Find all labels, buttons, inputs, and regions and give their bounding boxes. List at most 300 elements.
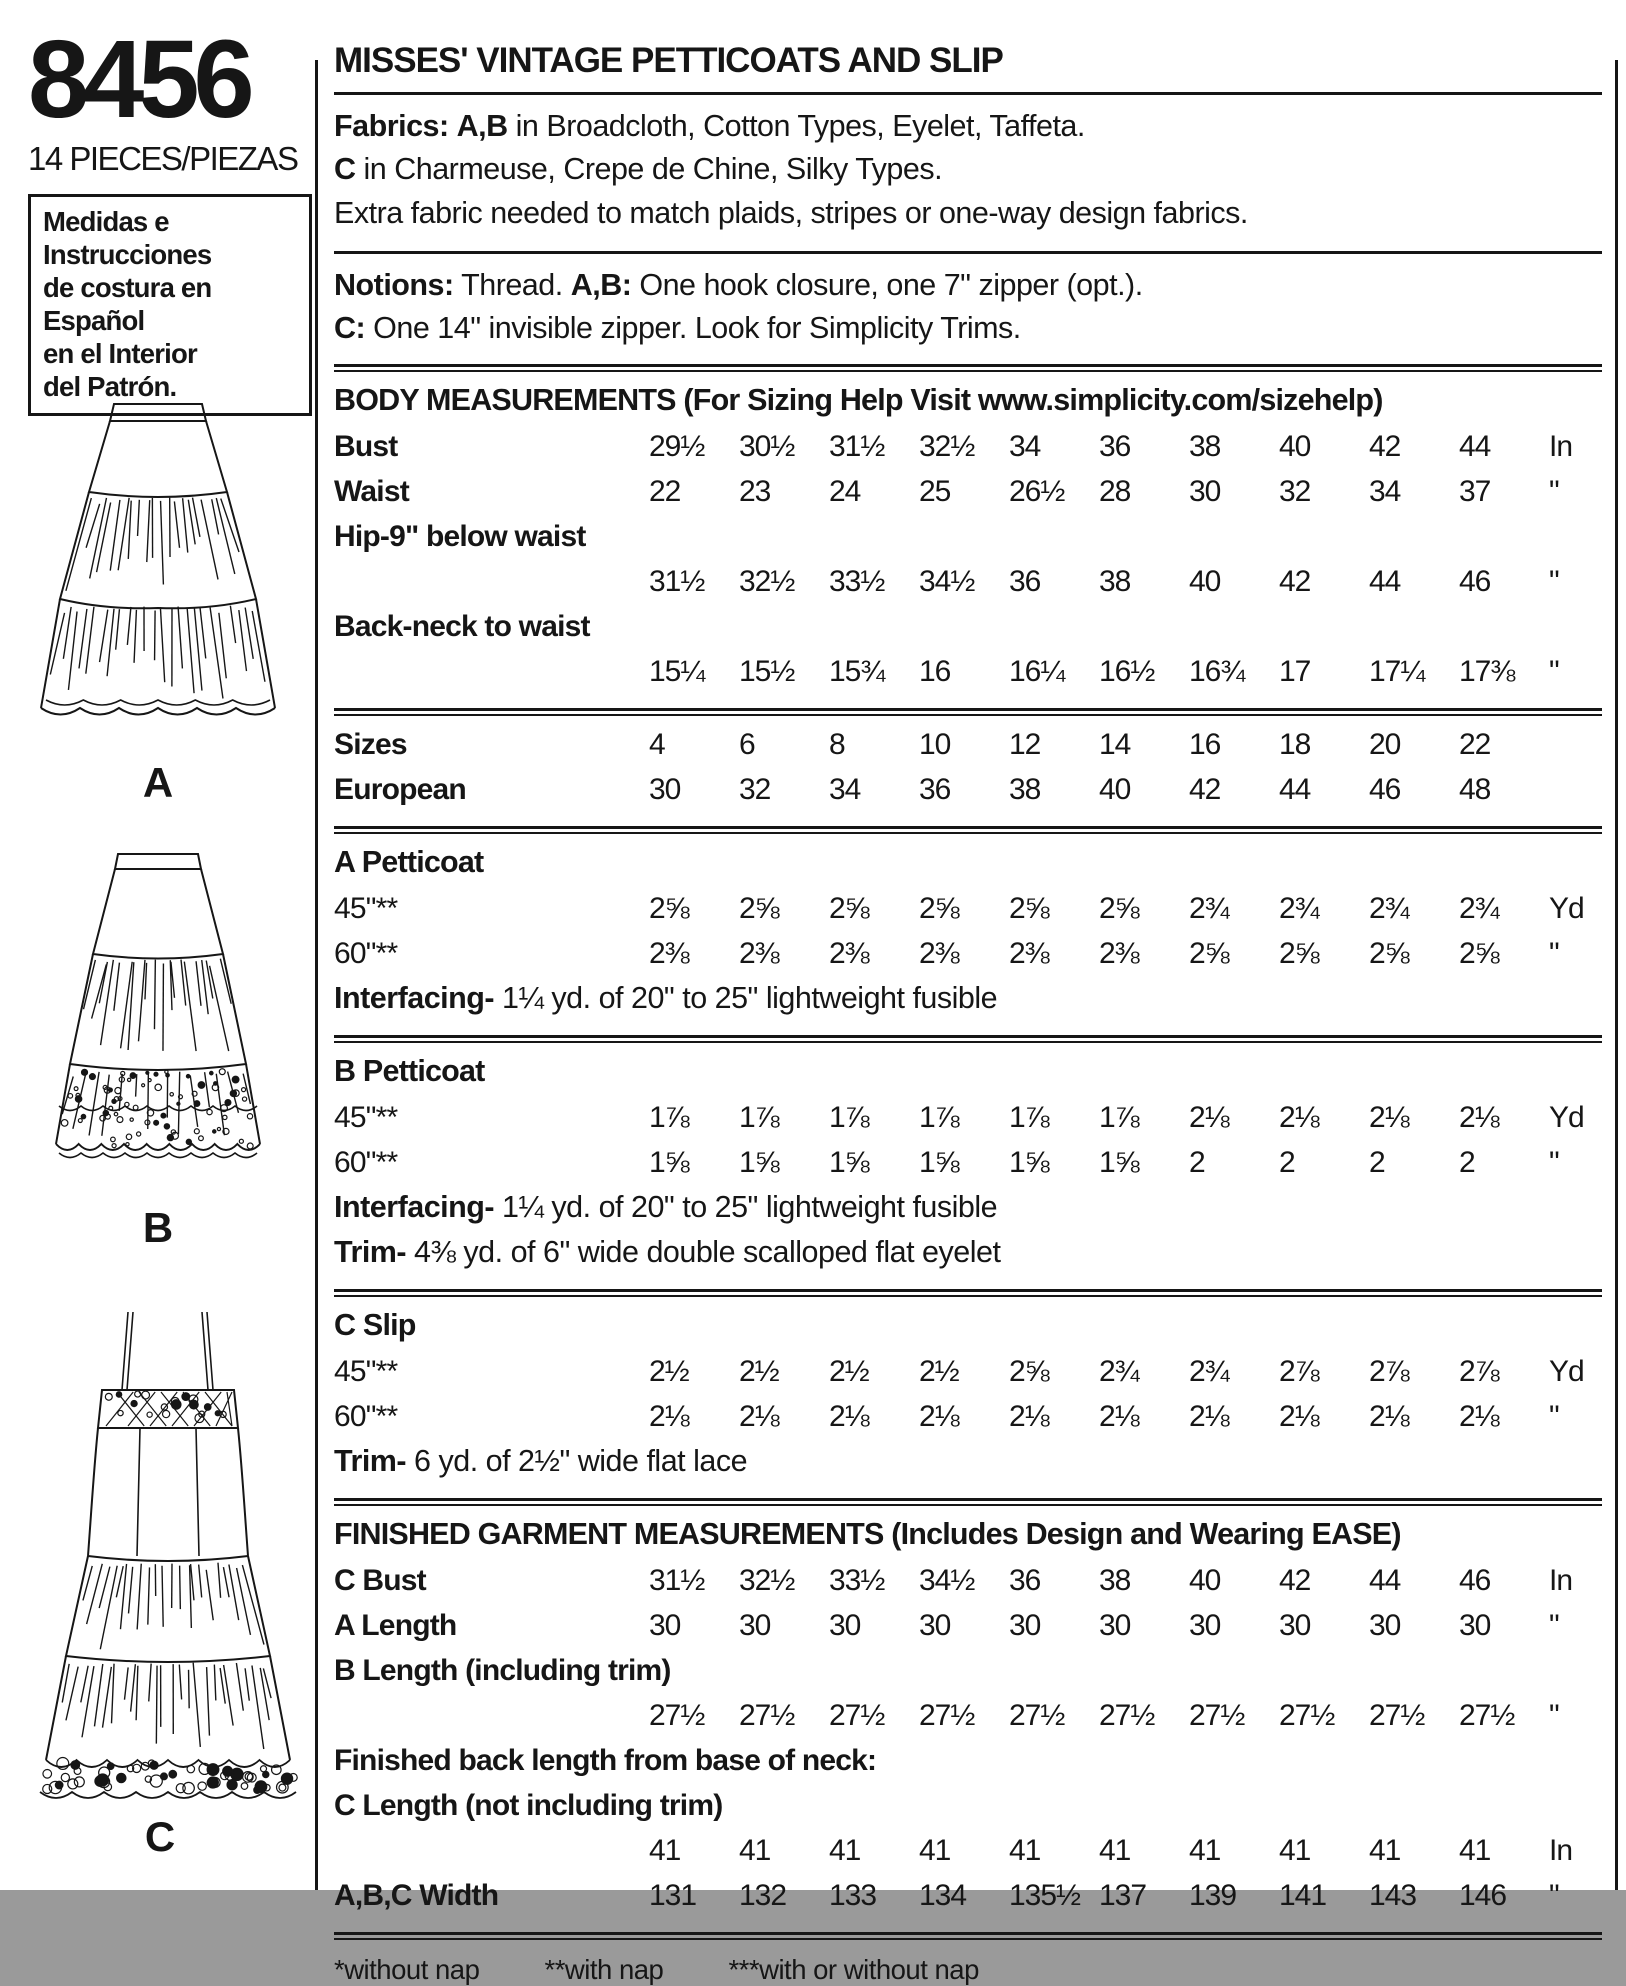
section-heading: A Petticoat [334, 840, 1602, 886]
value-cell: 16¼ [1009, 649, 1099, 694]
unit-cell: " [1549, 1873, 1602, 1918]
notions-line [334, 264, 1602, 307]
value-cell: 32 [739, 767, 829, 812]
value-cell: 46 [1459, 1558, 1549, 1603]
measurement-row [334, 1558, 1602, 1603]
left-column [28, 24, 308, 416]
value-cell: 30 [1369, 1603, 1459, 1648]
value-cell: 27½ [649, 1693, 739, 1738]
sizes-section [334, 722, 1602, 818]
value-cell: 34 [1009, 424, 1099, 469]
value-cell: 1⅝ [919, 1140, 1009, 1185]
value-cell: 27½ [1459, 1693, 1549, 1738]
value-cell: 44 [1369, 1558, 1459, 1603]
measurement-label-row [334, 1783, 1602, 1828]
bold-text: Fabrics: [334, 109, 449, 143]
spanish-note-box [28, 194, 312, 416]
unit-cell: " [1549, 1394, 1602, 1439]
note-text: 4⅜ yd. of 6" wide double scalloped flat eyelet [406, 1235, 1000, 1269]
unit-cell: " [1549, 649, 1602, 694]
view-a-illustration [18, 398, 298, 807]
gather-lines [83, 1563, 264, 1650]
footnote-item: ***with or without nap [728, 1954, 978, 1985]
lace-band-right [246, 1064, 260, 1144]
value-cell: 30 [1189, 469, 1279, 514]
measurement-row [334, 767, 1602, 812]
bold-text: A,B: [571, 268, 632, 302]
hem-echo-line [46, 700, 270, 705]
value-cell: 44 [1459, 424, 1549, 469]
unit-cell: In [1549, 1828, 1602, 1873]
value-cell: 44 [1369, 559, 1459, 604]
value-cell: 36 [1009, 559, 1099, 604]
value-cell: 33½ [829, 1558, 919, 1603]
gather-lines [50, 606, 265, 699]
section-divider [334, 1932, 1602, 1940]
value-cell: 27½ [1189, 1693, 1279, 1738]
value-cell: 32½ [739, 1558, 829, 1603]
value-cell: 1⅞ [829, 1095, 919, 1140]
scalloped-hem [41, 708, 275, 715]
bold-text: Notions: [334, 268, 454, 302]
value-cell: 17⅜ [1459, 649, 1549, 694]
unit-cell: Yd [1549, 886, 1602, 931]
measurement-row [334, 886, 1602, 931]
value-cell: 2⅛ [1369, 1095, 1459, 1140]
value-cell: 27½ [1099, 1693, 1189, 1738]
page-title: MISSES' VINTAGE PETTICOATS AND SLIP [334, 40, 1602, 82]
value-cell: 40 [1279, 424, 1369, 469]
row-label: Waist [334, 469, 649, 514]
value-cell: 30 [649, 1603, 739, 1648]
notions-block [334, 262, 1602, 357]
value-cell: 2⅝ [1189, 931, 1279, 976]
value-cell: 2¾ [1189, 886, 1279, 931]
value-cell: 30 [1189, 1603, 1279, 1648]
measurement-row [334, 424, 1602, 469]
value-cell: 2⅞ [1279, 1349, 1369, 1394]
value-cell: 27½ [919, 1693, 1009, 1738]
value-cell: 132 [739, 1873, 829, 1918]
body-measurements-section [334, 378, 1602, 700]
measurement-row [334, 931, 1602, 976]
finished-measurements-section [334, 1512, 1602, 1924]
unit-cell: Yd [1549, 1349, 1602, 1394]
value-cell: 46 [1459, 559, 1549, 604]
right-strap [202, 1312, 213, 1390]
spanish-line: en el Interior [43, 337, 299, 370]
value-cell: 30 [739, 1603, 829, 1648]
value-cell: 25 [919, 469, 1009, 514]
value-cell: 16½ [1099, 649, 1189, 694]
measurement-row [334, 1873, 1602, 1918]
row-label: Bust [334, 424, 649, 469]
value-cell: 36 [1099, 424, 1189, 469]
right-edge-border [1615, 60, 1618, 1890]
fabrics-line [334, 192, 1602, 235]
value-cell: 34 [829, 767, 919, 812]
value-cell: 2⅛ [1189, 1095, 1279, 1140]
value-cell: 2⅛ [829, 1394, 919, 1439]
value-cell: 2⅜ [829, 931, 919, 976]
eyelet-lace-texture [61, 1069, 253, 1149]
row-label: 45"** [334, 886, 649, 931]
section-divider [334, 1498, 1602, 1506]
value-cell: 41 [739, 1828, 829, 1873]
value-cell: 32½ [739, 559, 829, 604]
c-slip-yardage-section [334, 1303, 1602, 1490]
text [449, 109, 457, 143]
value-cell: 2⅝ [919, 886, 1009, 931]
value-cell: 44 [1279, 767, 1369, 812]
value-cell: 2¾ [1189, 1349, 1279, 1394]
row-label: 60"** [334, 931, 649, 976]
value-cell: 27½ [1009, 1693, 1099, 1738]
value-cell: 36 [1009, 1558, 1099, 1603]
section-divider [334, 826, 1602, 834]
spanish-line: del Patrón. [43, 370, 299, 403]
tier-2-right [256, 599, 275, 708]
section-divider [334, 1035, 1602, 1043]
note-text: 1¼ yd. of 20" to 25" lightweight fusible [494, 1190, 997, 1224]
value-cell: 2⅛ [919, 1394, 1009, 1439]
value-cell: 46 [1369, 767, 1459, 812]
section-heading: FINISHED GARMENT MEASUREMENTS (Includes Design and Wearing EASE) [334, 1512, 1602, 1558]
value-cell: 2⅛ [1189, 1394, 1279, 1439]
value-cell: 2⅛ [1099, 1394, 1189, 1439]
a-petticoat-yardage-section [334, 840, 1602, 1027]
value-cell: 18 [1279, 722, 1369, 767]
value-cell: 2⅝ [1009, 886, 1099, 931]
section-divider [334, 708, 1602, 716]
measurement-row [334, 1394, 1602, 1439]
row-label: A Length [334, 1603, 649, 1648]
value-cell: 141 [1279, 1873, 1369, 1918]
value-cell: 30 [1009, 1603, 1099, 1648]
unit-cell: " [1549, 931, 1602, 976]
note-lead: Trim- [334, 1444, 406, 1478]
row-label: Back-neck to waist [334, 604, 1602, 649]
lace-band-left [56, 1064, 70, 1144]
value-cell: 16 [1189, 722, 1279, 767]
row-label: Sizes [334, 722, 649, 767]
gather-lines [62, 1663, 271, 1749]
slip-c-drawing [10, 1302, 310, 1807]
value-cell: 38 [1009, 767, 1099, 812]
value-cell: 15¼ [649, 649, 739, 694]
nap-footnote [334, 1946, 1602, 1986]
value-cell: 41 [829, 1828, 919, 1873]
value-cell: 2⅝ [1279, 931, 1369, 976]
value-cell: 27½ [739, 1693, 829, 1738]
note-lead: Trim- [334, 1235, 406, 1269]
section-heading: BODY MEASUREMENTS (For Sizing Help Visit www.simplicity.com/sizehelp) [334, 378, 1602, 424]
value-cell: 1⅞ [1099, 1095, 1189, 1140]
value-cell: 2 [1369, 1140, 1459, 1185]
value-cell: 6 [739, 722, 829, 767]
value-cell: 2⅜ [919, 931, 1009, 976]
value-cell: 2⅜ [649, 931, 739, 976]
measurement-row [334, 1095, 1602, 1140]
value-cell: 15½ [739, 649, 829, 694]
bold-text: C [334, 152, 356, 186]
row-label: C Length (not including trim) [334, 1783, 1602, 1828]
value-cell: 32½ [919, 424, 1009, 469]
tier-1 [66, 1556, 270, 1662]
value-cell: 34½ [919, 559, 1009, 604]
hem-lace-top [46, 1760, 290, 1767]
value-cell: 143 [1369, 1873, 1459, 1918]
value-cell: 2⅝ [1099, 886, 1189, 931]
measurement-row [334, 1603, 1602, 1648]
measurement-row [334, 649, 1602, 694]
value-cell: 2½ [649, 1349, 739, 1394]
value-cell: 41 [1369, 1828, 1459, 1873]
b-petticoat-yardage-section [334, 1049, 1602, 1281]
value-cell: 30½ [739, 424, 829, 469]
value-cell: 16¾ [1189, 649, 1279, 694]
text: Extra fabric needed to match plaids, stripes or one-way design fabrics. [334, 196, 1248, 230]
value-cell: 2 [1189, 1140, 1279, 1185]
value-cell: 34 [1369, 469, 1459, 514]
section-divider [334, 364, 1602, 372]
row-label: B Length (including trim) [334, 1648, 1602, 1693]
value-cell: 1⅞ [739, 1095, 829, 1140]
section-heading: C Slip [334, 1303, 1602, 1349]
value-cell: 30 [1279, 1603, 1369, 1648]
note-row [334, 976, 1602, 1021]
note-text: 6 yd. of 2½" wide flat lace [406, 1444, 747, 1478]
text: One hook closure, one 7" zipper (opt.). [631, 268, 1142, 302]
measurement-label-row [334, 1738, 1602, 1783]
value-cell: 29½ [649, 424, 739, 469]
unit-cell: " [1549, 559, 1602, 604]
value-cell: 137 [1099, 1873, 1189, 1918]
value-cell: 30 [1099, 1603, 1189, 1648]
bold-text: A,B [457, 109, 508, 143]
value-cell: 37 [1459, 469, 1549, 514]
value-cell: 28 [1099, 469, 1189, 514]
measurement-row [334, 1693, 1602, 1738]
spanish-line: de costura en Español [43, 271, 299, 337]
value-cell: 33½ [829, 559, 919, 604]
value-cell: 41 [649, 1828, 739, 1873]
left-column-divider [315, 60, 318, 1890]
value-cell: 2½ [919, 1349, 1009, 1394]
value-cell: 10 [919, 722, 1009, 767]
row-label: Finished back length from base of neck: [334, 1738, 1602, 1783]
bodice-left [88, 1428, 98, 1556]
value-cell: 2¾ [1459, 886, 1549, 931]
value-cell: 41 [1099, 1828, 1189, 1873]
value-cell: 22 [1459, 722, 1549, 767]
value-cell: 14 [1099, 722, 1189, 767]
divider [334, 92, 1602, 95]
value-cell: 17 [1279, 649, 1369, 694]
value-cell: 2½ [739, 1349, 829, 1394]
gather-lines [84, 959, 232, 1051]
value-cell: 27½ [1279, 1693, 1369, 1738]
value-cell: 2⅛ [1009, 1394, 1099, 1439]
value-cell: 12 [1009, 722, 1099, 767]
bodice-hip-seam [88, 1556, 248, 1561]
value-cell: 2⅝ [1459, 931, 1549, 976]
unit-cell: " [1549, 1603, 1602, 1648]
value-cell: 30 [1459, 1603, 1549, 1648]
bodice-right [238, 1428, 248, 1556]
value-cell: 42 [1279, 1558, 1369, 1603]
bold-text: C: [334, 311, 365, 345]
value-cell: 42 [1369, 424, 1459, 469]
value-cell: 2⅝ [739, 886, 829, 931]
value-cell: 41 [919, 1828, 1009, 1873]
measurement-row [334, 469, 1602, 514]
note-lead: Interfacing- [334, 1190, 494, 1224]
value-cell: 16 [919, 649, 1009, 694]
value-cell: 40 [1189, 1558, 1279, 1603]
section-divider [334, 1289, 1602, 1297]
measurement-label-row [334, 604, 1602, 649]
value-cell: 2¾ [1369, 886, 1459, 931]
value-cell: 17¼ [1369, 649, 1459, 694]
value-cell: 131 [649, 1873, 739, 1918]
value-cell: 1⅝ [739, 1140, 829, 1185]
text: Thread. [454, 268, 571, 302]
divider [334, 251, 1602, 254]
notions-line [334, 307, 1602, 350]
row-label: C Bust [334, 1558, 649, 1603]
value-cell: 2⅝ [1009, 1349, 1099, 1394]
left-strap [122, 1312, 133, 1390]
measurement-row [334, 1140, 1602, 1185]
value-cell: 23 [739, 469, 829, 514]
value-cell: 2⅜ [1009, 931, 1099, 976]
view-a-label: A [18, 759, 298, 807]
measurement-row [334, 1349, 1602, 1394]
pieces-count: 14 PIECES/PIEZAS [28, 140, 308, 178]
value-cell: 31½ [829, 424, 919, 469]
value-cell: 41 [1189, 1828, 1279, 1873]
value-cell: 30 [919, 1603, 1009, 1648]
value-cell: 2⅝ [649, 886, 739, 931]
value-cell: 1⅞ [649, 1095, 739, 1140]
unit-cell: Yd [1549, 1095, 1602, 1140]
value-cell: 4 [649, 722, 739, 767]
value-cell: 1⅝ [1009, 1140, 1099, 1185]
row-label: 60"** [334, 1140, 649, 1185]
value-cell: 30 [829, 1603, 919, 1648]
value-cell: 2⅞ [1369, 1349, 1459, 1394]
gather-lines [66, 498, 239, 591]
measurement-row [334, 1828, 1602, 1873]
value-cell: 134 [919, 1873, 1009, 1918]
measurement-label-row [334, 514, 1602, 559]
yoke [93, 869, 223, 959]
note-row [334, 1230, 1602, 1275]
row-label: 45"** [334, 1349, 649, 1394]
fabrics-block [334, 103, 1602, 241]
lace-bottom-scallop [56, 1144, 260, 1150]
value-cell: 1⅞ [919, 1095, 1009, 1140]
petticoat-b-drawing [26, 848, 290, 1198]
unit-cell: " [1549, 469, 1602, 514]
waistband [115, 854, 201, 869]
value-cell: 2⅝ [1369, 931, 1459, 976]
value-cell: 135½ [1009, 1873, 1099, 1918]
value-cell: 38 [1189, 424, 1279, 469]
value-cell: 31½ [649, 1558, 739, 1603]
value-cell: 27½ [1369, 1693, 1459, 1738]
value-cell: 38 [1099, 559, 1189, 604]
row-label: 60"** [334, 1394, 649, 1439]
value-cell: 48 [1459, 767, 1549, 812]
value-cell: 22 [649, 469, 739, 514]
spanish-line: Medidas e Instrucciones [43, 205, 299, 271]
note-text: 1¼ yd. of 20" to 25" lightweight fusible [494, 981, 997, 1015]
tier-2-left [41, 599, 60, 708]
section-heading: B Petticoat [334, 1049, 1602, 1095]
value-cell: 2⅞ [1459, 1349, 1549, 1394]
measurement-row [334, 722, 1602, 767]
value-cell: 1⅝ [649, 1140, 739, 1185]
value-cell: 8 [829, 722, 919, 767]
info-column [334, 34, 1602, 1986]
waistband [110, 404, 206, 421]
value-cell: 20 [1369, 722, 1459, 767]
lace-ruffle-echo [59, 1153, 257, 1158]
value-cell: 2 [1279, 1140, 1369, 1185]
value-cell: 2⅜ [739, 931, 829, 976]
value-cell: 26½ [1009, 469, 1099, 514]
value-cell: 38 [1099, 1558, 1189, 1603]
value-cell: 40 [1099, 767, 1189, 812]
value-cell: 30 [649, 767, 739, 812]
value-cell: 146 [1459, 1873, 1549, 1918]
value-cell: 2⅛ [1369, 1394, 1459, 1439]
text: in Broadcloth, Cotton Types, Eyelet, Taffeta. [508, 109, 1085, 143]
row-label: Hip-9" below waist [334, 514, 1602, 559]
measurement-row [334, 559, 1602, 604]
value-cell: 32 [1279, 469, 1369, 514]
value-cell: 2⅛ [1279, 1394, 1369, 1439]
value-cell: 42 [1189, 767, 1279, 812]
view-c-illustration [10, 1302, 310, 1861]
footnote-item: *without nap [334, 1954, 479, 1985]
value-cell: 31½ [649, 559, 739, 604]
note-lead: Interfacing- [334, 981, 494, 1015]
value-cell: 139 [1189, 1873, 1279, 1918]
value-cell: 27½ [829, 1693, 919, 1738]
value-cell: 2⅝ [829, 886, 919, 931]
value-cell: 1⅝ [829, 1140, 919, 1185]
lace-gather-lines [62, 1072, 250, 1136]
value-cell: 2⅜ [1099, 931, 1189, 976]
value-cell: 2¾ [1099, 1349, 1189, 1394]
text: in Charmeuse, Crepe de Chine, Silky Types. [356, 152, 943, 186]
text: One 14" invisible zipper. Look for Simplicity Trims. [365, 311, 1021, 345]
view-b-label: B [18, 1204, 298, 1252]
footnote-item: **with nap [545, 1954, 664, 1985]
value-cell: 133 [829, 1873, 919, 1918]
value-cell: 2⅛ [1459, 1394, 1549, 1439]
row-label: A,B,C Width [334, 1873, 649, 1918]
view-c-label: C [10, 1813, 310, 1861]
value-cell: 42 [1279, 559, 1369, 604]
value-cell: 36 [919, 767, 1009, 812]
note-row [334, 1185, 1602, 1230]
value-cell: 15¾ [829, 649, 919, 694]
tier-1 [60, 492, 256, 608]
